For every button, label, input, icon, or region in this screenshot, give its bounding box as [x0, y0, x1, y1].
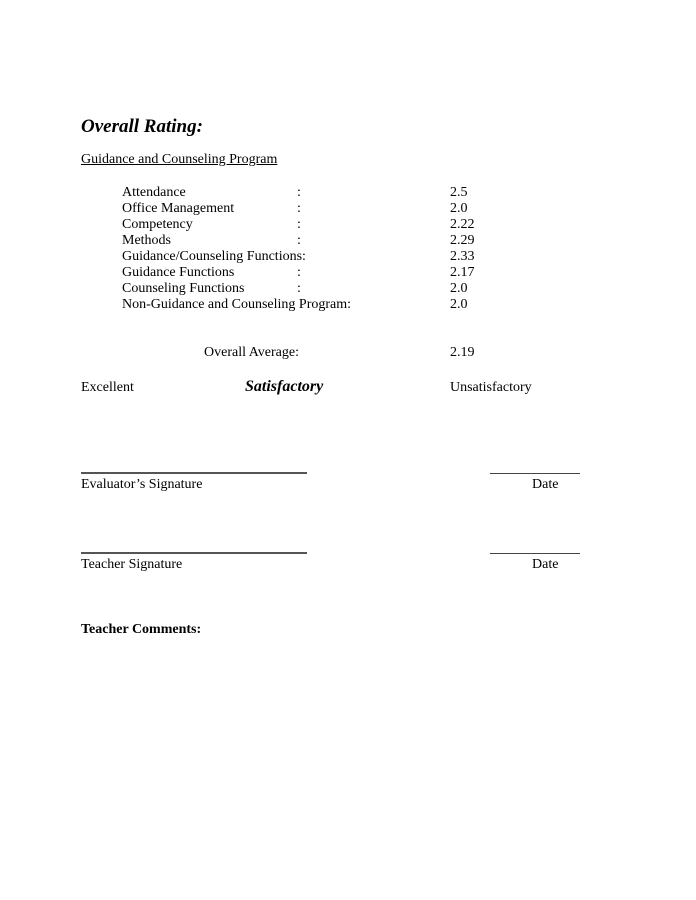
program-title: Guidance and Counseling Program	[81, 152, 278, 167]
evaluator-signature-label: Evaluator’s Signature	[81, 477, 203, 492]
scale-excellent: Excellent	[81, 380, 134, 395]
rating-value: 2.0	[450, 297, 468, 312]
rating-value: 2.33	[450, 249, 475, 264]
teacher-date-label: Date	[532, 557, 559, 572]
rating-label: Guidance Functions	[122, 265, 235, 280]
rating-label: Competency	[122, 217, 193, 232]
scale-unsatisfactory: Unsatisfactory	[450, 380, 532, 395]
rating-colon: :	[297, 201, 301, 216]
teacher-signature-label: Teacher Signature	[81, 557, 183, 572]
rating-value: 2.5	[450, 185, 468, 200]
rating-value: 2.0	[450, 201, 468, 216]
rating-colon: :	[297, 265, 301, 280]
overall-average-value: 2.19	[450, 345, 475, 360]
rating-label: Office Management	[122, 201, 235, 216]
rating-label: Counseling Functions	[122, 281, 245, 296]
rating-value: 2.0	[450, 281, 468, 296]
rating-label: Non-Guidance and Counseling Program:	[122, 297, 352, 312]
rating-colon: :	[297, 281, 301, 296]
rating-value: 2.22	[450, 217, 475, 232]
rating-label: Methods	[122, 233, 171, 248]
overall-average-label: Overall Average:	[204, 345, 299, 360]
rating-colon: :	[297, 217, 301, 232]
rating-value: 2.29	[450, 233, 475, 248]
page-title: Overall Rating:	[81, 116, 203, 137]
teacher-signature-line	[81, 552, 307, 554]
rating-value: 2.17	[450, 265, 475, 280]
teacher-date-line	[490, 553, 580, 554]
rating-label: Guidance/Counseling Functions:	[122, 249, 306, 264]
rating-colon: :	[297, 233, 301, 248]
evaluator-date-label: Date	[532, 477, 559, 492]
rating-colon: :	[297, 185, 301, 200]
evaluator-date-line	[490, 473, 580, 474]
scale-satisfactory: Satisfactory	[245, 378, 324, 395]
teacher-comments-label: Teacher Comments:	[81, 622, 202, 637]
evaluator-signature-line	[81, 472, 307, 474]
rating-label: Attendance	[122, 185, 186, 200]
